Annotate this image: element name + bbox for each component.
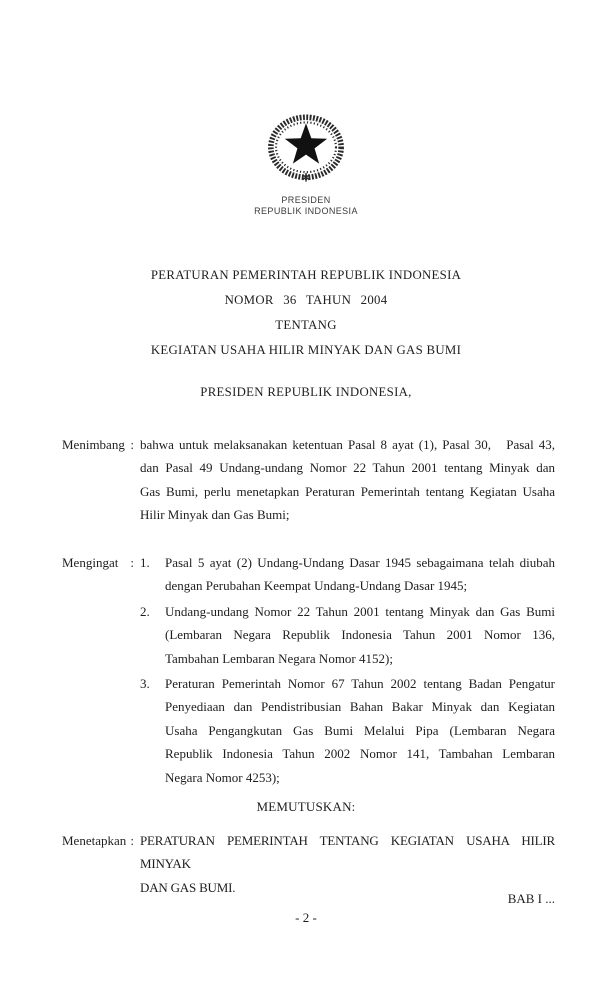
item-text: [165, 551, 555, 598]
legal-basis-item: [140, 600, 555, 670]
section-mengingat: [62, 551, 555, 791]
section-menimbang: [62, 433, 555, 527]
item-line: (Lembaran Negara Republik Indonesia Tahun 2001 Nomor 136,: [165, 627, 555, 643]
section-menetapkan: [62, 829, 555, 899]
item-line: Peraturan Pemerintah Nomor 67 Tahun 2002 tentang Badan Pengatur: [165, 676, 555, 692]
item-line: Negara Nomor 4253);: [165, 769, 280, 785]
menetapkan-label: Menetapkan :: [62, 833, 134, 848]
item-number: 1.: [140, 555, 150, 570]
menimbang-line: Gas Bumi, perlu menetapkan Peraturan Pemerintah tentang Kegiatan Usaha: [140, 483, 555, 499]
title-line-peraturan: PERATURAN PEMERINTAH REPUBLIK INDONESIA: [150, 268, 462, 282]
item-line: dengan Perubahan Keempat Undang-Undang Dasar 1945;: [165, 578, 468, 594]
letterhead: [0, 113, 612, 217]
menetapkan-content: [140, 829, 555, 899]
menimbang-line: bahwa untuk melaksanakan ketentuan Pasal 8 ayat (1), Pasal 30, Pasal 43,: [140, 437, 555, 452]
star-icon: [285, 123, 327, 163]
legal-basis-item: [140, 551, 555, 598]
item-line: Undang-undang Nomor 22 Tahun 2001 tentang Minyak dan Gas Bumi: [165, 603, 555, 619]
mengingat-label: Mengingat :: [62, 555, 134, 570]
legal-basis-item: [140, 672, 555, 789]
memutuskan-heading: MEMUTUSKAN:: [256, 799, 356, 814]
menimbang-content: [140, 433, 555, 527]
catchword-bab-i: BAB I ...: [507, 891, 555, 906]
menetapkan-line: DAN GAS BUMI.: [140, 879, 236, 895]
item-line: Pasal 5 ayat (2) Undang-Undang Dasar 1945 sebagaimana telah diubah: [165, 555, 555, 570]
item-line: Usaha Pengangkutan Gas Bumi Melalui Pipa (Lembaran Negara: [165, 722, 555, 738]
menimbang-label: Menimbang :: [62, 437, 134, 452]
presidential-seal-icon: [263, 113, 349, 185]
item-line: Republik Indonesia Tahun 2002 Nomor 141, Tambahan Lembaran: [165, 746, 555, 762]
item-number: 2.: [140, 603, 150, 619]
page-number: - 2 -: [295, 910, 317, 925]
opening-formula: PRESIDEN REPUBLIK INDONESIA,: [200, 385, 412, 399]
menimbang-line: dan Pasal 49 Undang-undang Nomor 22 Tahun 2001 tentang Minyak dan: [140, 460, 555, 476]
item-line: Penyediaan dan Pendistribusian Bahan Bakar Minyak dan Kegiatan: [165, 699, 555, 715]
item-text: [165, 672, 555, 789]
item-number: 3.: [140, 676, 150, 692]
item-line: Tambahan Lembaran Negara Nomor 4152);: [165, 650, 393, 666]
title-line-subject: KEGIATAN USAHA HILIR MINYAK DAN GAS BUMI: [150, 343, 462, 357]
menetapkan-line: PERATURAN PEMERINTAH TENTANG KEGIATAN USAHA HILIR MINYAK: [140, 833, 555, 872]
menimbang-line: Hilir Minyak dan Gas Bumi;: [140, 507, 290, 523]
letterhead-presiden: PRESIDEN: [281, 195, 331, 205]
item-text: [165, 600, 555, 670]
regulation-title: [0, 263, 612, 363]
letterhead-republik-indonesia: REPUBLIK INDONESIA: [254, 206, 358, 216]
mengingat-content: [140, 551, 555, 791]
title-line-tentang: TENTANG: [275, 318, 337, 332]
title-line-nomor: NOMOR 36 TAHUN 2004: [224, 293, 388, 307]
